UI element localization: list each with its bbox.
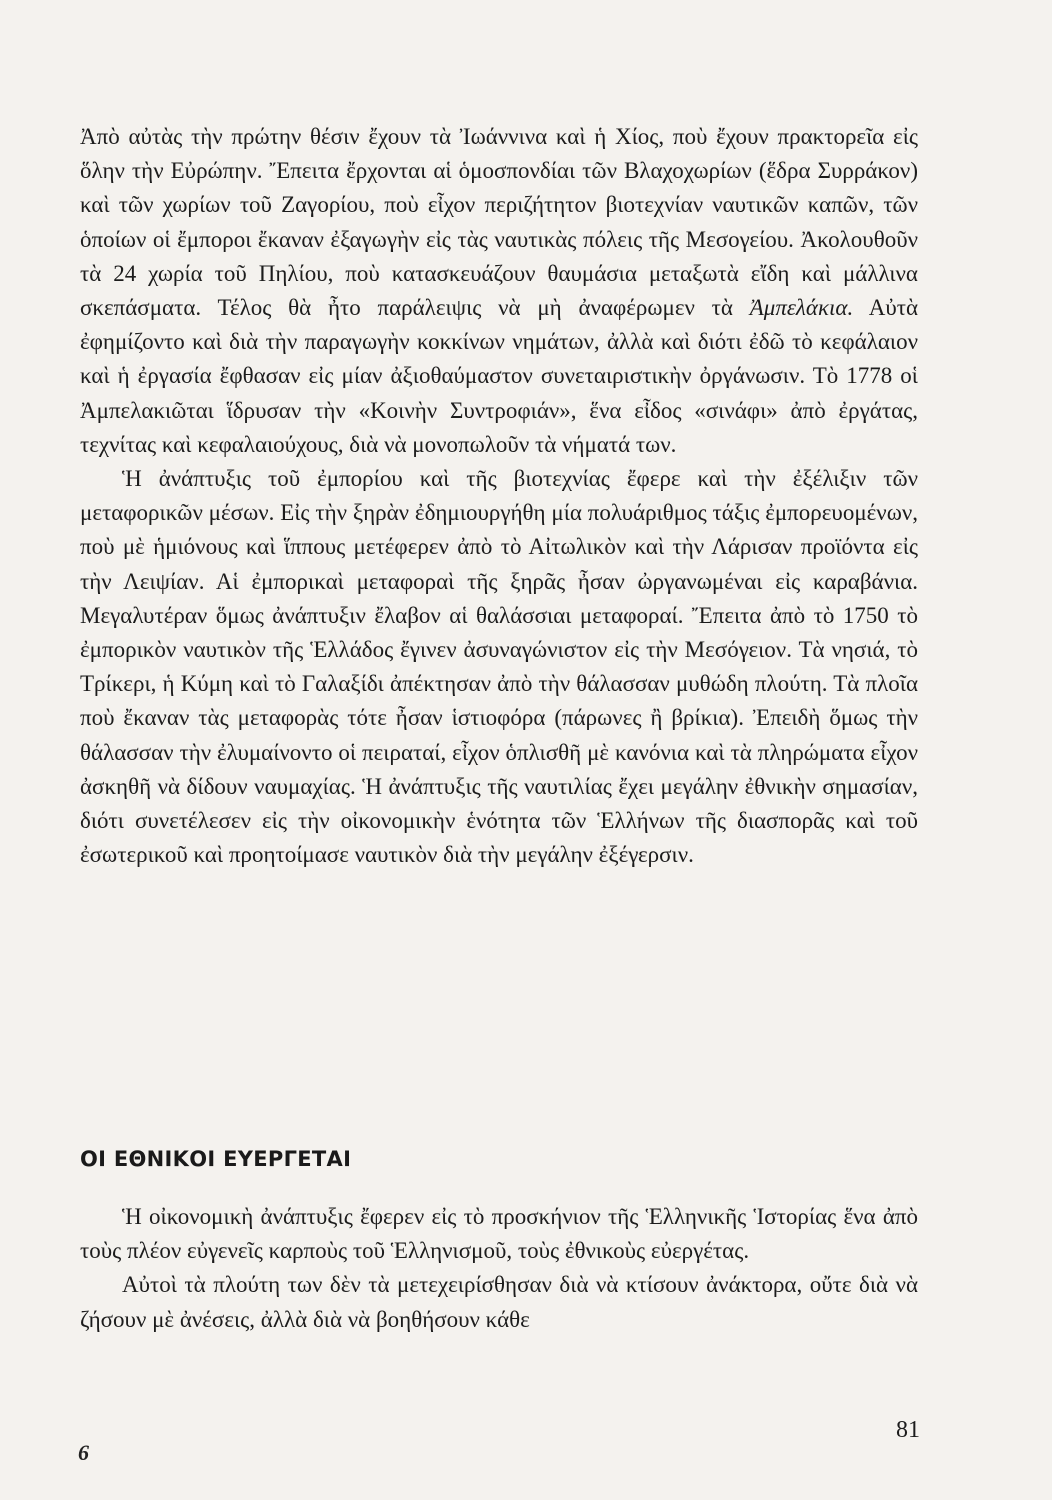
signature-mark: 6	[78, 1440, 89, 1465]
italic-term-ampelakia: Ἀμπελάκια.	[749, 295, 854, 321]
paragraph-1	[80, 120, 918, 462]
paragraph-1-text-a: Ἀπὸ αὐτὰς τὴν πρώτην θέσιν ἔχουν τὰ Ἰωάννινα καὶ ἡ Χίος, ποὺ ἔχουν πρακτορεῖα εἰς ὅλην τὴν Εὐρώπην. Ἔπειτα ἔρχονται αἱ ὁμοσπονδίαι τῶν Βλαχοχωρίων (ἕδρα Συρράκον) καὶ τῶν χωρίων τοῦ Ζαγορίου, ποὺ εἶχον περιζήτητον βιοτεχνίαν ναυτικῶν καπῶν, τῶν ὁποίων οἱ ἔμποροι ἔκαναν ἐξαγωγὴν εἰς τὰς ναυτικὰς πόλεις τῆς Μεσογείου. Ἀκολουθοῦν τὰ 24 χωρία τοῦ Πηλίου, ποὺ κατασκευάζουν θαυμάσια μεταξωτὰ εἴδη καὶ μάλλινα σκεπάσματα. Τέλος θὰ ἦτο παράλειψις νὰ μὴ ἀναφέρωμεν τὰ	[80, 124, 918, 321]
section-heading: ΟΙ ΕΘΝΙΚΟΙ ΕΥΕΡΓΕΤΑΙ	[80, 1147, 352, 1171]
text-block-lower	[80, 1200, 918, 1337]
paragraph-4: Αὐτοὶ τὰ πλούτη των δὲν τὰ μετεχειρίσθησαν διὰ νὰ κτίσουν ἀνάκτορα, οὔτε διὰ νὰ ζήσουν μὲ ἀνέσεις, ἀλλὰ διὰ νὰ βοηθήσουν κάθε	[80, 1272, 918, 1332]
page-number: 81	[896, 1417, 920, 1443]
text-block-upper	[80, 120, 918, 872]
paragraph-1-text-b: Αὐτὰ ἐφημίζοντο καὶ διὰ τὴν παραγωγὴν κοκκίνων νημάτων, ἀλλὰ καὶ διότι ἐδῶ τὸ κεφάλαιον καὶ ἡ ἐργασία ἔφθασαν εἰς μίαν ἀξιοθαύμαστον συνεταιριστικὴν ὀργάνωσιν. Τὸ 1778 οἱ Ἀμπελακιῶται ἵδρυσαν τὴν «Κοινὴν Συντροφιάν», ἕνα εἶδος «σινάφι» ἀπὸ ἐργάτας, τεχνίτας καὶ κεφαλαιούχους, διὰ νὰ μονοπωλοῦν τὰ νήματά των.	[80, 295, 919, 457]
paragraph-3: Ἡ οἰκονομικὴ ἀνάπτυξις ἔφερεν εἰς τὸ προσκήνιον τῆς Ἑλληνικῆς Ἱστορίας ἕνα ἀπὸ τοὺς πλέον εὐγενεῖς καρποὺς τοῦ Ἑλληνισμοῦ, τοὺς ἐθνικοὺς εὐεργέτας.	[80, 1204, 918, 1264]
paragraph-2: Ἡ ἀνάπτυξις τοῦ ἐμπορίου καὶ τῆς βιοτεχνίας ἔφερε καὶ τὴν ἐξέλιξιν τῶν μεταφορικῶν μέσων. Εἰς τὴν ξηρὰν ἐδημιουργήθη μία πολυάριθμος τάξις ἐμπορευομένων, ποὺ μὲ ἡμιόνους καὶ ἵππους μετέφερεν ἀπὸ τὸ Αἰτωλικὸν καὶ τὴν Λάρισαν προϊόντα εἰς τὴν Λειψίαν. Αἱ ἐμπορικαὶ μεταφοραὶ τῆς ξηρᾶς ἦσαν ὠργανωμέναι εἰς καραβάνια. Μεγαλυτέραν ὅμως ἀνάπτυξιν ἔλαβον αἱ θαλάσσιαι μεταφοραί. Ἔπειτα ἀπὸ τὸ 1750 τὸ ἐμπορικὸν ναυτικὸν τῆς Ἑλλάδος ἔγινεν ἀσυναγώνιστον εἰς τὴν Μεσόγειον. Τὰ νησιά, τὸ Τρίκερι, ἡ Κύμη καὶ τὸ Γαλαξίδι ἀπέκτησαν ἀπὸ τὴν θάλασσαν μυθώδη πλούτη. Τὰ πλοῖα ποὺ ἔκαναν τὰς μεταφορὰς τότε ἦσαν ἱστιοφόρα (πάρωνες ἢ βρίκια). Ἐπειδὴ ὅμως τὴν θάλασσαν τὴν ἐλυμαίνοντο οἱ πειραταί, εἶχον ὁπλισθῆ μὲ κανόνια καὶ τὰ πληρώματα εἶχον ἀσκηθῆ νὰ δίδουν ναυμαχίας. Ἡ ἀνάπτυξις τῆς ναυτιλίας ἔχει μεγάλην ἐθνικὴν σημασίαν, διότι συνετέλεσεν εἰς τὴν οἰκονομικὴν ἑνότητα τῶν Ἑλλήνων τῆς διασπορᾶς καὶ τοῦ ἐσωτερικοῦ καὶ προητοίμασε ναυτικὸν διὰ τὴν μεγάλην ἐξέγερσιν.	[80, 466, 918, 868]
